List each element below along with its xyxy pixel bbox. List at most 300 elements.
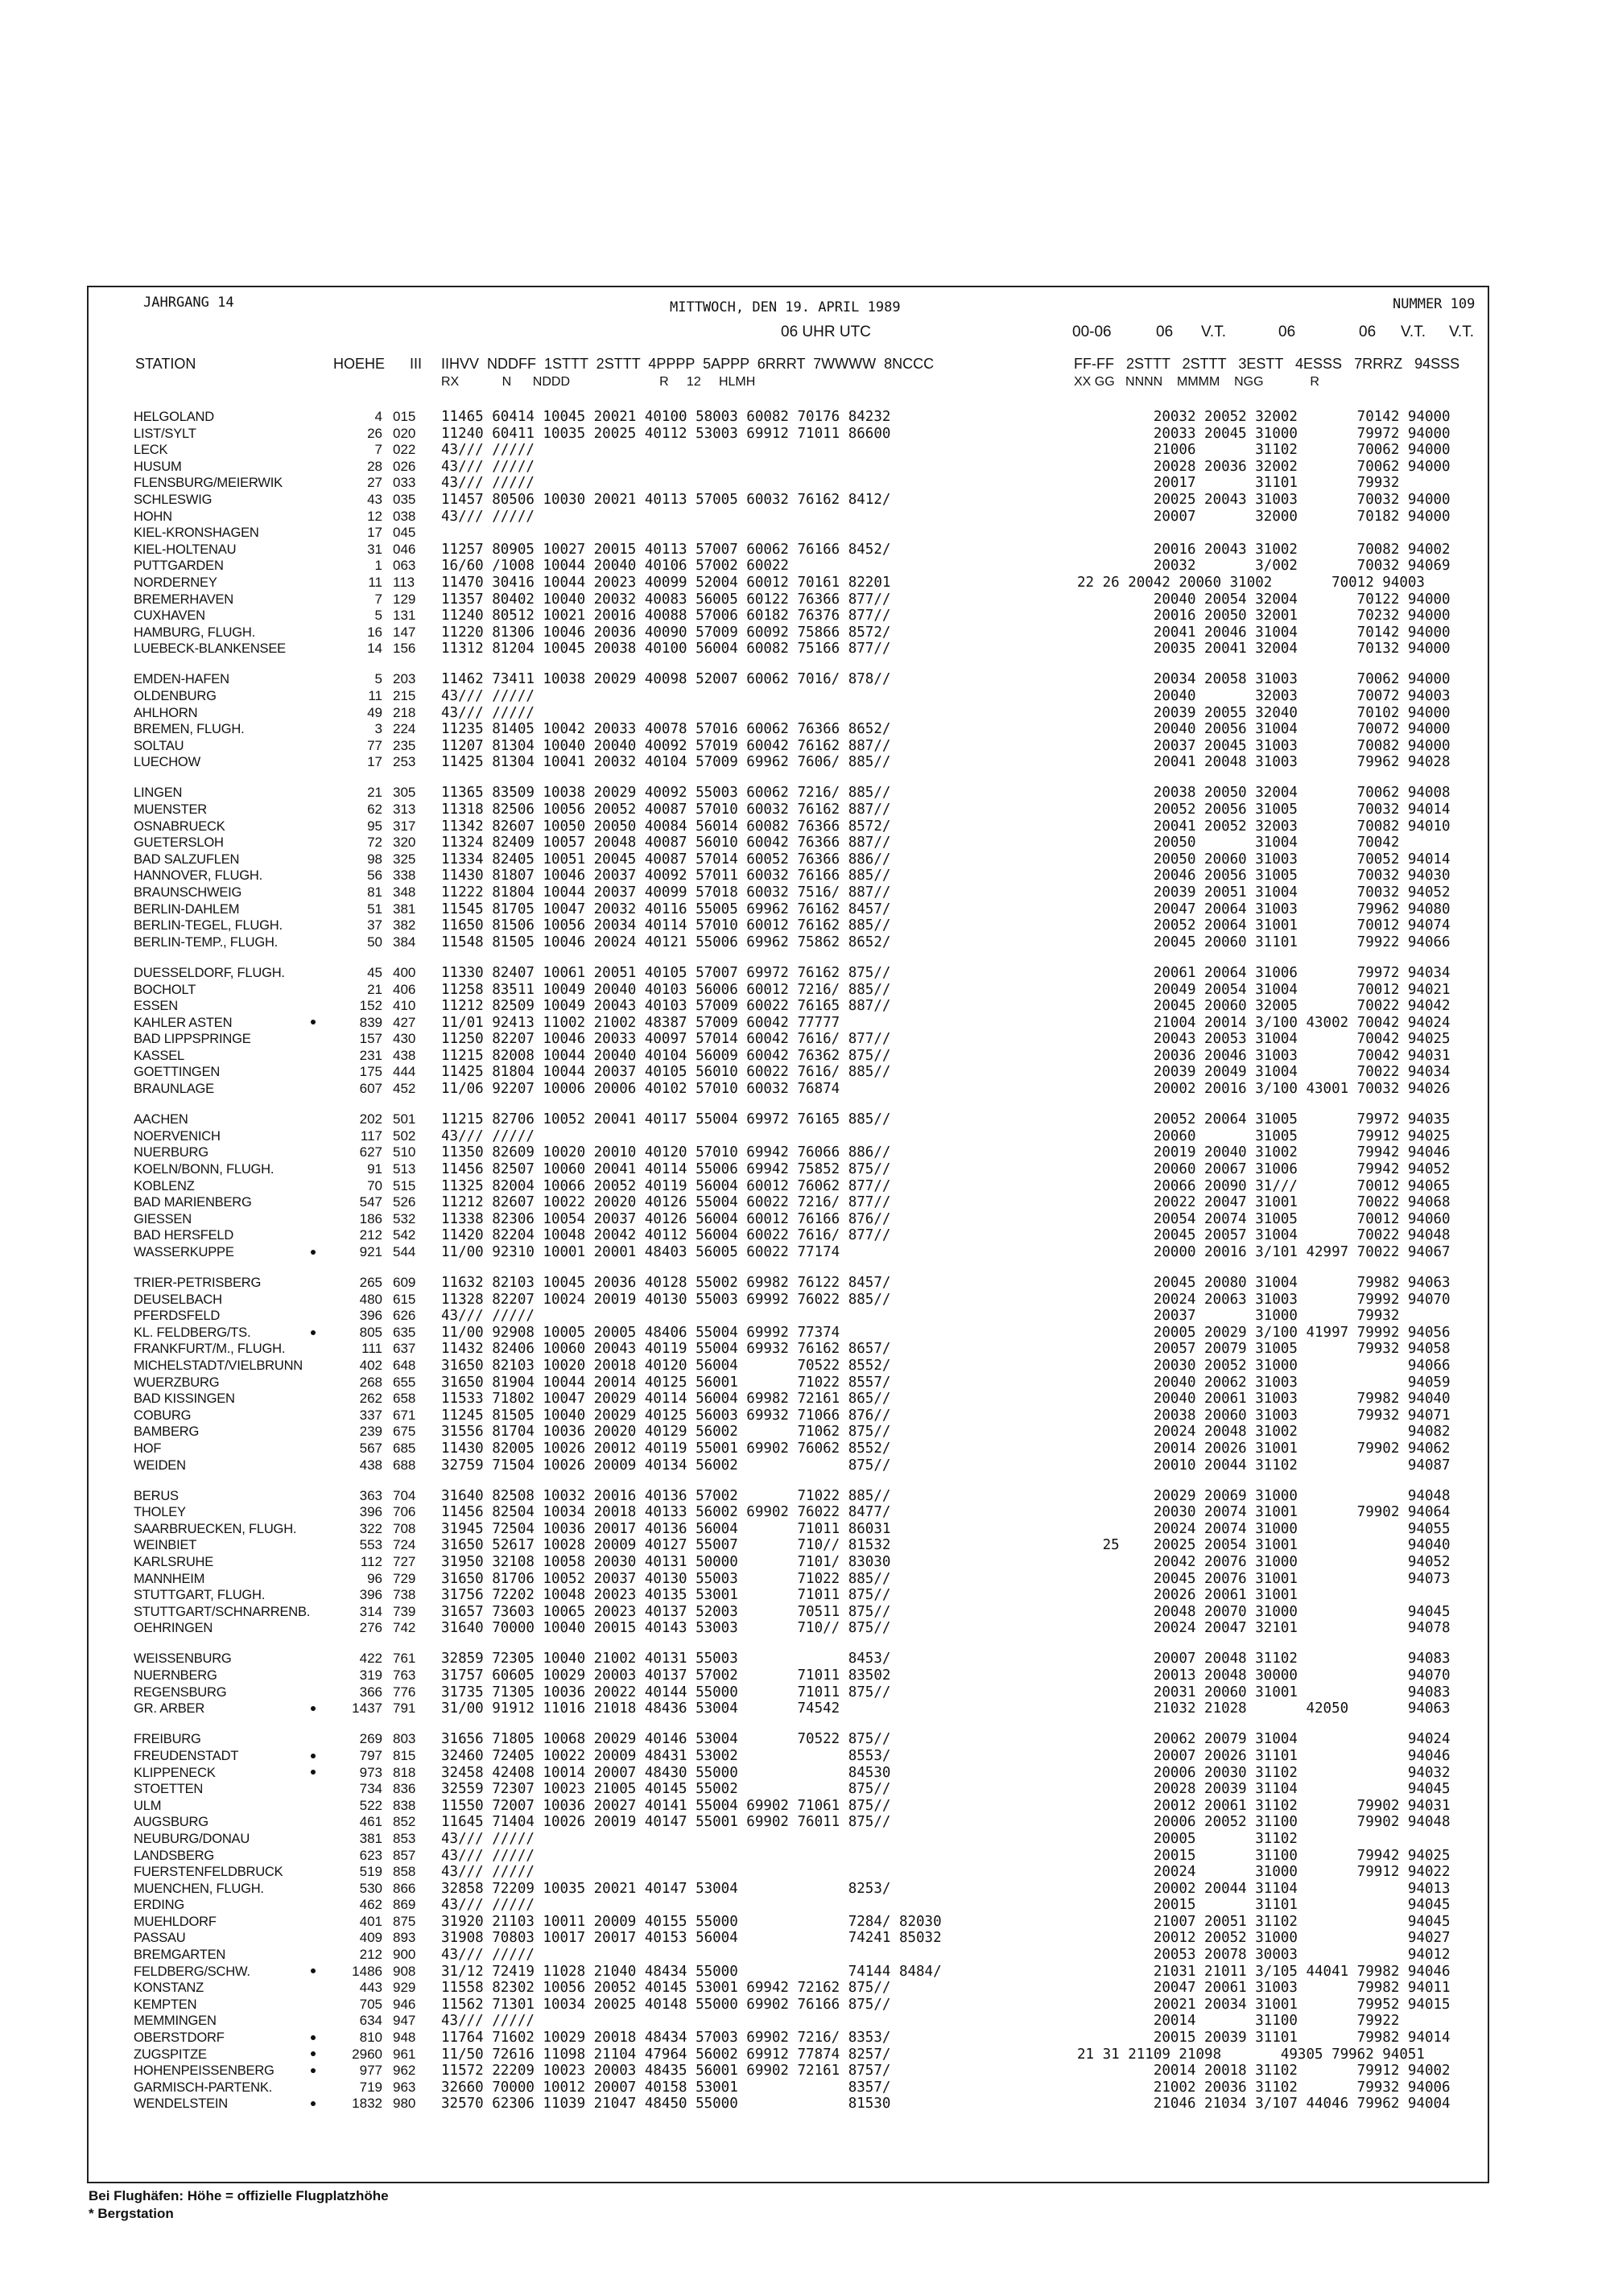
station-name: AHLHORN xyxy=(134,705,198,720)
synop-extra-data: 20040 20061 31003 79982 94040 xyxy=(1077,1391,1451,1408)
synop-main-data: 31650 82103 10020 20018 40120 56004 70522 8552/ xyxy=(441,1357,891,1374)
station-id: 502 xyxy=(393,1127,416,1144)
station-id: 946 xyxy=(393,1996,416,2012)
synop-extra-data: 21032 21028 42050 94063 xyxy=(1077,1700,1451,1717)
station-id: 875 xyxy=(393,1913,416,1929)
station-name: BERLIN-TEGEL, FLUGH. xyxy=(134,918,283,934)
synop-extra-data: 20024 20047 32101 94078 xyxy=(1077,1620,1451,1637)
station-name: HELGOLAND xyxy=(134,410,214,424)
table-row xyxy=(0,1997,1610,2014)
table-row xyxy=(0,1144,1610,1161)
table-row xyxy=(0,721,1610,738)
synop-main-data: 11550 72007 10036 20027 40141 55004 69902 71061 875// xyxy=(441,1797,891,1814)
synop-main-data: 11462 73411 10038 20029 40098 52007 60062 7016/ 878// xyxy=(441,671,891,688)
synop-extra-data: 20025 20043 31003 70032 94000 xyxy=(1077,491,1451,508)
station-name: KIEL-KRONSHAGEN xyxy=(134,526,259,541)
synop-extra-data: 20007 32000 70182 94000 xyxy=(1077,508,1451,525)
station-id: 635 xyxy=(393,1324,416,1340)
station-group xyxy=(0,409,1610,657)
table-row xyxy=(0,1537,1610,1554)
table-row xyxy=(0,1667,1610,1684)
station-elevation: 265 xyxy=(359,1275,382,1290)
station-id: 852 xyxy=(393,1814,416,1830)
table-row xyxy=(0,1128,1610,1145)
station-id: 400 xyxy=(393,964,416,980)
station-name: AACHEN xyxy=(134,1112,188,1127)
col-right-line1: FF-FF 2STTT 2STTT 3ESTT 4ESSS 7RRRZ 94SSS xyxy=(1074,356,1460,372)
station-name: MUEHLDORF xyxy=(134,1914,217,1929)
station-group xyxy=(0,1651,1610,1717)
station-elevation: 519 xyxy=(359,1864,382,1880)
station-elevation: 462 xyxy=(359,1897,382,1913)
table-row xyxy=(0,1620,1610,1637)
station-name: MEMMINGEN xyxy=(134,2014,217,2029)
synop-extra-data: 20013 20048 30000 94070 xyxy=(1077,1667,1451,1684)
mountain-station-marker xyxy=(311,1700,316,1717)
station-elevation: 17 xyxy=(367,525,382,541)
synop-main-data: 43/// ///// xyxy=(441,1847,535,1864)
station-id: 963 xyxy=(393,2079,416,2095)
table-row xyxy=(0,1947,1610,1964)
synop-main-data: 11338 82306 10054 20037 40126 56004 60012 76166 876// xyxy=(441,1210,891,1227)
table-row xyxy=(0,998,1610,1015)
station-id: 908 xyxy=(393,1963,416,1979)
synop-main-data: 11545 81705 10047 20032 40116 55005 69962 76162 8457/ xyxy=(441,901,891,917)
table-row xyxy=(0,2013,1610,2030)
station-elevation: 56 xyxy=(367,868,382,884)
station-id: 022 xyxy=(393,442,416,458)
station-name: BERLIN-DAHLEM xyxy=(134,901,240,917)
bullet-icon xyxy=(311,2101,316,2106)
station-name: DUESSELDORF, FLUGH. xyxy=(134,965,285,980)
table-row xyxy=(0,1081,1610,1098)
station-name: KASSEL xyxy=(134,1048,185,1063)
station-elevation: 839 xyxy=(359,1014,382,1030)
station-name: BAD KISSINGEN xyxy=(134,1391,235,1407)
synop-main-data: 11207 81304 10040 20040 40092 57019 60042 76162 887// xyxy=(441,737,891,754)
station-elevation: 111 xyxy=(361,1341,382,1357)
station-name: PUTTGARDEN xyxy=(134,559,224,574)
synop-extra-data: 20045 20057 31004 70022 94048 xyxy=(1077,1227,1451,1244)
station-elevation: 17 xyxy=(367,754,382,770)
station-elevation: 28 xyxy=(367,458,382,474)
station-group xyxy=(0,965,1610,1098)
column-header xyxy=(0,356,1610,396)
station-id: 501 xyxy=(393,1111,416,1127)
synop-main-data: 11645 71404 10026 20019 40147 55001 69902 76011 875// xyxy=(441,1814,891,1831)
station-id: 609 xyxy=(393,1275,416,1290)
synop-main-data: 31650 81904 10044 20014 40125 56001 71022 8557/ xyxy=(441,1374,891,1391)
station-elevation: 27 xyxy=(367,475,382,491)
table-row xyxy=(0,1521,1610,1538)
station-id: 727 xyxy=(393,1554,416,1569)
synop-main-data: 11548 81505 10046 20024 40121 55006 69962 75862 8652/ xyxy=(441,934,891,950)
synop-extra-data: 20017 31101 79932 xyxy=(1077,475,1400,492)
table-row xyxy=(0,1292,1610,1309)
station-elevation: 547 xyxy=(359,1194,382,1210)
station-id: 739 xyxy=(393,1603,416,1619)
synop-extra-data: 21046 21034 3/107 44046 79962 94004 xyxy=(1077,2096,1451,2113)
station-id: 948 xyxy=(393,2030,416,2046)
station-id: 526 xyxy=(393,1194,416,1210)
station-elevation: 319 xyxy=(359,1667,382,1684)
station-id: 708 xyxy=(393,1520,416,1536)
synop-extra-data: 20061 20064 31006 79972 94034 xyxy=(1077,964,1451,981)
col-hoehe: HOEHE xyxy=(333,356,386,372)
station-id: 893 xyxy=(393,1930,416,1946)
station-id: 961 xyxy=(393,2046,416,2062)
table-row xyxy=(0,1831,1610,1848)
station-group xyxy=(0,785,1610,950)
synop-extra-data: 21002 20036 31102 79932 94006 xyxy=(1077,2079,1451,2096)
station-id: 444 xyxy=(393,1064,416,1080)
station-id: 724 xyxy=(393,1537,416,1553)
station-id: 317 xyxy=(393,818,416,834)
station-id: 544 xyxy=(393,1243,416,1259)
synop-main-data: 11457 80506 10030 20021 40113 57005 60032 76162 8412/ xyxy=(441,491,891,508)
station-elevation: 4 xyxy=(374,409,382,424)
table-row xyxy=(0,2063,1610,2080)
synop-extra-data: 20043 20053 31004 70042 94025 xyxy=(1077,1031,1451,1048)
station-id: 038 xyxy=(393,508,416,524)
table-row xyxy=(0,459,1610,476)
table-row xyxy=(0,1781,1610,1798)
station-name: BAD LIPPSPRINGE xyxy=(134,1032,251,1047)
station-elevation: 62 xyxy=(367,802,382,818)
station-elevation: 422 xyxy=(359,1651,382,1667)
station-elevation: 117 xyxy=(360,1127,382,1144)
synop-main-data: 11/50 72616 11098 21104 47964 56002 69912 77874 8257/ xyxy=(441,2046,891,2063)
station-id: 338 xyxy=(393,868,416,884)
station-name: FELDBERG/SCHW. xyxy=(134,1964,250,1979)
station-id: 147 xyxy=(393,624,416,640)
synop-extra-data: 21007 20051 31102 94045 xyxy=(1077,1913,1451,1930)
station-id: 962 xyxy=(393,2063,416,2079)
station-id: 815 xyxy=(393,1747,416,1763)
col-right-line2: XX GG NNNN MMMM NGG R xyxy=(1074,375,1319,389)
station-id: 763 xyxy=(393,1667,416,1684)
station-elevation: 81 xyxy=(367,884,382,901)
synop-extra-data: 20006 20030 31102 94032 xyxy=(1077,1764,1451,1781)
synop-main-data: 11245 81505 10040 20029 40125 56003 69932 71066 876// xyxy=(441,1407,891,1424)
synop-extra-data: 20036 20046 31003 70042 94031 xyxy=(1077,1047,1451,1064)
table-row xyxy=(0,1748,1610,1765)
table-row xyxy=(0,409,1610,426)
station-id: 320 xyxy=(393,835,416,851)
synop-main-data: 11533 71802 10047 20029 40114 56004 69982 72161 865// xyxy=(441,1391,891,1408)
synop-main-data: 11632 82103 10045 20036 40128 55002 69982 76122 8457/ xyxy=(441,1275,891,1291)
station-name: MANNHEIM xyxy=(134,1571,205,1586)
station-name: BERUS xyxy=(134,1488,179,1503)
synop-extra-data: 20045 20080 31004 79982 94063 xyxy=(1077,1275,1451,1291)
station-name: KOELN/BONN, FLUGH. xyxy=(134,1161,275,1177)
table-row xyxy=(0,1798,1610,1815)
table-row xyxy=(0,851,1610,868)
synop-main-data: 11312 81204 10045 20038 40100 56004 60082 75166 877// xyxy=(441,641,891,657)
table-row xyxy=(0,592,1610,608)
mountain-station-marker xyxy=(311,2063,316,2080)
table-row xyxy=(0,542,1610,559)
table-row xyxy=(0,1064,1610,1081)
station-group xyxy=(0,671,1610,771)
right-time-0: 00-06 xyxy=(1072,324,1112,340)
table-row xyxy=(0,475,1610,492)
synop-main-data: 31/00 91912 11016 21018 48436 53004 74542 xyxy=(441,1700,840,1717)
station-name: NOERVENICH xyxy=(134,1128,221,1144)
station-name: SAARBRUECKEN, FLUGH. xyxy=(134,1521,297,1536)
station-name: FLENSBURG/MEIERWIK xyxy=(134,476,283,491)
station-elevation: 21 xyxy=(367,981,382,997)
synop-main-data: 43/// ///// xyxy=(441,2013,535,2030)
synop-extra-data: 20040 20062 31003 94059 xyxy=(1077,1374,1451,1391)
table-row xyxy=(0,1980,1610,1997)
synop-extra-data: 21006 31102 70062 94000 xyxy=(1077,442,1451,459)
synop-main-data: 11215 82008 10044 20040 40104 56009 60042 76362 875// xyxy=(441,1047,891,1064)
station-elevation: 51 xyxy=(367,901,382,917)
issue-number: NUMMER 109 xyxy=(1393,296,1476,312)
station-name: DEUSELBACH xyxy=(134,1292,222,1307)
station-id: 738 xyxy=(393,1587,416,1603)
bullet-icon xyxy=(311,1754,316,1758)
station-name: BERLIN-TEMP., FLUGH. xyxy=(134,934,279,950)
station-name: THOLEY xyxy=(134,1505,186,1520)
observation-time: 06 UHR UTC xyxy=(781,324,871,340)
table-row xyxy=(0,901,1610,918)
table-row xyxy=(0,1914,1610,1931)
table-row xyxy=(0,1194,1610,1211)
station-elevation: 157 xyxy=(359,1031,382,1047)
synop-main-data: 31640 82508 10032 20016 40136 57002 71022 885// xyxy=(441,1487,891,1504)
synop-extra-data: 20028 20039 31104 94045 xyxy=(1077,1781,1451,1798)
table-row xyxy=(0,1700,1610,1717)
table-row xyxy=(0,575,1610,592)
synop-main-data: 11558 82302 10056 20052 40145 53001 69942 72162 875// xyxy=(441,1980,891,1997)
station-elevation: 31 xyxy=(367,541,382,557)
synop-main-data: 43/// ///// xyxy=(441,458,535,475)
synop-extra-data: 20037 31000 79932 xyxy=(1077,1308,1400,1325)
station-id: 532 xyxy=(393,1210,416,1226)
table-row xyxy=(0,835,1610,851)
synop-extra-data: 20002 20016 3/100 43001 70032 94026 xyxy=(1077,1081,1451,1098)
station-name: FREUDENSTADT xyxy=(134,1748,239,1763)
station-id: 384 xyxy=(393,934,416,950)
station-name: ZUGSPITZE xyxy=(134,2047,207,2062)
station-id: 655 xyxy=(393,1374,416,1390)
synop-extra-data: 20052 20056 31005 70032 94014 xyxy=(1077,802,1451,818)
station-id: 648 xyxy=(393,1357,416,1373)
synop-main-data: 32759 71504 10026 20009 40134 56002 875// xyxy=(441,1457,891,1474)
station-elevation: 402 xyxy=(359,1357,382,1373)
station-elevation: 396 xyxy=(359,1504,382,1520)
station-elevation: 7 xyxy=(374,591,382,607)
table-row xyxy=(0,1930,1610,1947)
table-row xyxy=(0,1244,1610,1261)
synop-main-data: 11470 30416 10044 20023 40099 52004 60012 70161 82201 xyxy=(441,574,891,591)
station-name: BAMBERG xyxy=(134,1424,200,1440)
table-row xyxy=(0,1275,1610,1292)
station-elevation: 522 xyxy=(359,1797,382,1813)
station-elevation: 276 xyxy=(359,1620,382,1636)
station-name: KOBLENZ xyxy=(134,1178,195,1193)
table-row xyxy=(0,1814,1610,1831)
synop-main-data: 31556 81704 10036 20020 40129 56002 71062 875// xyxy=(441,1424,891,1441)
synop-extra-data: 20040 20054 32004 70122 94000 xyxy=(1077,591,1451,608)
table-row xyxy=(0,1161,1610,1178)
synop-extra-data: 20041 20048 31003 79962 94028 xyxy=(1077,754,1451,771)
station-elevation: 45 xyxy=(367,964,382,980)
table-row xyxy=(0,525,1610,542)
table-row xyxy=(0,1325,1610,1342)
station-id: 020 xyxy=(393,425,416,441)
station-name: AUGSBURG xyxy=(134,1815,208,1830)
station-id: 430 xyxy=(393,1031,416,1047)
synop-extra-data: 20033 20045 31000 79972 94000 xyxy=(1077,425,1451,442)
station-id: 513 xyxy=(393,1160,416,1177)
table-row xyxy=(0,1731,1610,1748)
station-elevation: 43 xyxy=(367,491,382,507)
station-id: 026 xyxy=(393,458,416,474)
synop-main-data: 11257 80905 10027 20015 40113 57007 60062 76166 8452/ xyxy=(441,541,891,558)
synop-main-data: 43/// ///// xyxy=(441,704,535,721)
station-name: WASSERKUPPE xyxy=(134,1244,234,1259)
station-name: KARLSRUHE xyxy=(134,1555,214,1569)
station-id: 510 xyxy=(393,1144,416,1160)
station-id: 113 xyxy=(393,574,415,590)
synop-extra-data: 20007 20026 31101 94046 xyxy=(1077,1747,1451,1764)
station-name: SCHLESWIG xyxy=(134,492,213,507)
station-name: WEIDEN xyxy=(134,1457,186,1473)
synop-main-data: 11650 81506 10056 20034 40114 57010 60012 76162 885// xyxy=(441,917,891,934)
station-elevation: 567 xyxy=(359,1440,382,1456)
station-id: 858 xyxy=(393,1864,416,1880)
synop-extra-data: 20039 20055 32040 70102 94000 xyxy=(1077,704,1451,721)
mountain-station-marker xyxy=(311,1748,316,1765)
table-row xyxy=(0,1504,1610,1521)
station-elevation: 11 xyxy=(368,688,382,703)
station-id: 253 xyxy=(393,754,416,770)
mountain-station-marker xyxy=(311,1765,316,1782)
station-elevation: 797 xyxy=(359,1747,382,1763)
station-name: HOHN xyxy=(134,509,172,524)
station-name: BRAUNSCHWEIG xyxy=(134,885,242,901)
station-id: 761 xyxy=(393,1651,416,1667)
station-name: HANNOVER, FLUGH. xyxy=(134,868,262,884)
mountain-station-marker xyxy=(311,2030,316,2047)
station-name: BAD MARIENBERG xyxy=(134,1195,252,1210)
station-id: 542 xyxy=(393,1227,416,1243)
station-name: STOETTEN xyxy=(134,1782,204,1797)
station-group xyxy=(0,1488,1610,1637)
station-elevation: 461 xyxy=(359,1814,382,1830)
station-elevation: 977 xyxy=(359,2063,382,2079)
station-name: NUERBURG xyxy=(134,1145,208,1160)
station-id: 704 xyxy=(393,1487,416,1503)
station-id: 658 xyxy=(393,1391,416,1407)
table-row xyxy=(0,868,1610,884)
synop-extra-data: 20041 20046 31004 70142 94000 xyxy=(1077,624,1451,641)
synop-extra-data: 20014 31100 79922 xyxy=(1077,2013,1400,2030)
synop-main-data: 11240 60411 10035 20025 40112 53003 69912 71011 86600 xyxy=(441,425,891,442)
synop-extra-data: 20016 20050 32001 70232 94000 xyxy=(1077,608,1451,624)
station-elevation: 322 xyxy=(359,1520,382,1536)
synop-main-data: 11235 81405 10042 20033 40078 57016 60062 76366 8652/ xyxy=(441,721,891,738)
synop-main-data: 11/00 92310 10001 20001 48403 56005 60022 77174 xyxy=(441,1243,840,1260)
station-id: 045 xyxy=(393,525,416,541)
station-id: 742 xyxy=(393,1620,416,1636)
station-elevation: 186 xyxy=(359,1210,382,1226)
right-time-5: V.T. xyxy=(1401,324,1426,340)
station-elevation: 91 xyxy=(367,1160,382,1177)
station-name: KAHLER ASTEN xyxy=(134,1015,233,1030)
table-row xyxy=(0,2096,1610,2113)
station-name: BREMGARTEN xyxy=(134,1948,226,1963)
station-name: OSNABRUECK xyxy=(134,818,225,834)
station-elevation: 623 xyxy=(359,1847,382,1863)
table-row xyxy=(0,1571,1610,1588)
station-name: HUSUM xyxy=(134,459,182,474)
table-row xyxy=(0,1391,1610,1408)
station-elevation: 314 xyxy=(359,1603,382,1619)
table-row xyxy=(0,492,1610,509)
synop-extra-data: 20012 20061 31102 79902 94031 xyxy=(1077,1797,1451,1814)
station-name: ULM xyxy=(134,1798,162,1813)
station-id: 224 xyxy=(393,721,416,737)
station-name: WEINBIET xyxy=(134,1538,197,1553)
synop-main-data: 11325 82004 10066 20052 40119 56004 60012 76062 877// xyxy=(441,1177,891,1194)
table-row xyxy=(0,1864,1610,1881)
table-row xyxy=(0,2047,1610,2063)
synop-main-data: 31650 81706 10052 20037 40130 55003 71022 885// xyxy=(441,1570,891,1587)
station-elevation: 396 xyxy=(359,1308,382,1324)
station-name: STUTTGART, FLUGH. xyxy=(134,1588,266,1603)
station-elevation: 530 xyxy=(359,1880,382,1896)
station-name: GOETTINGEN xyxy=(134,1065,221,1080)
station-id: 818 xyxy=(393,1764,416,1780)
synop-extra-data: 20053 20078 30003 94012 xyxy=(1077,1947,1451,1964)
station-name: CUXHAVEN xyxy=(134,608,205,624)
synop-main-data: 43/// ///// xyxy=(441,688,535,704)
synop-extra-data: 20042 20076 31000 94052 xyxy=(1077,1554,1451,1570)
station-elevation: 21 xyxy=(367,785,382,801)
synop-main-data: 11334 82405 10051 20045 40087 57014 60052 76366 886// xyxy=(441,851,891,868)
synop-main-data: 11350 82609 10020 20010 40120 57010 69942 76066 886// xyxy=(441,1144,891,1161)
synop-extra-data: 20060 31005 79912 94025 xyxy=(1077,1127,1451,1144)
table-row xyxy=(0,1587,1610,1604)
synop-extra-data: 20014 20018 31102 79912 94002 xyxy=(1077,2063,1451,2080)
station-name: GUETERSLOH xyxy=(134,835,224,851)
station-id: 382 xyxy=(393,917,416,934)
volume-label: JAHRGANG 14 xyxy=(143,295,234,311)
station-table xyxy=(0,409,1610,2127)
bullet-icon xyxy=(311,2051,316,2056)
station-group xyxy=(0,1731,1610,2113)
station-name: NUERNBERG xyxy=(134,1668,217,1684)
synop-main-data: 11456 82504 10034 20018 40133 56002 69902 76022 8477/ xyxy=(441,1504,891,1521)
station-name: OEHRINGEN xyxy=(134,1621,213,1636)
station-name: LIST/SYLT xyxy=(134,426,196,441)
synop-main-data: 11430 82005 10026 20012 40119 55001 69902 76062 8552/ xyxy=(441,1440,891,1457)
synop-main-data: 11212 82607 10022 20020 40126 55004 60022 7216/ 877// xyxy=(441,1194,891,1211)
synop-extra-data: 20012 20052 31000 94027 xyxy=(1077,1930,1451,1947)
table-row xyxy=(0,1015,1610,1032)
table-row xyxy=(0,442,1610,459)
station-elevation: 805 xyxy=(359,1324,382,1340)
station-name: FREIBURG xyxy=(134,1732,201,1747)
station-elevation: 734 xyxy=(359,1781,382,1797)
mountain-station-marker xyxy=(311,1325,316,1342)
synop-main-data: 31657 73603 10065 20023 40137 52003 70511 875// xyxy=(441,1603,891,1620)
station-elevation: 973 xyxy=(359,1764,382,1780)
